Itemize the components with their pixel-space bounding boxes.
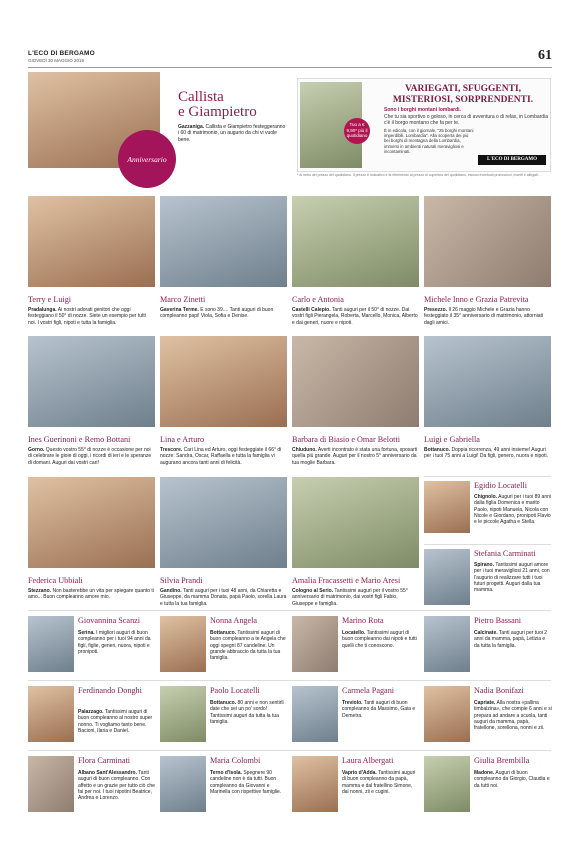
divider [28,750,551,751]
name-lina-arturo: Lina e Arturo [160,435,205,444]
page-number: 61 [538,48,552,63]
text-federica: Stezzano. Non basterebbe un vita per spiegare quanto ti amo... Buon compleanno amore mio. [28,588,154,601]
name-ines-remo: Ines Guerinoni e Remo Bottani [28,435,131,444]
name-pietro-bassani: Pietro Bassani [474,616,522,625]
name-nadia: Nadia Bonifazi [474,686,524,695]
text-nonna-angela: Bottanuco. Tantissimi auguri di buon compleanno a te Angela che oggi spegni 87 candeline. Un grande abbraccio da tutta la tua famiglia. [210,630,286,662]
photo-egidio [424,481,470,533]
text-paolo-locatelli: Bottanuco. 80 anni e non sentirli date che sei un po' sordo! Tantissimi auguri da tutta la tua famiglia. [210,700,284,725]
hero-text: Gazzaniga. Callista e Giampietro festeggeranno i 60 di matrimonio, un augurio da chi vi vuole bene. [178,124,286,143]
anniversary-badge: Anniversario [118,130,176,188]
name-paolo-locatelli: Paolo Locatelli [210,686,260,695]
photo-carlo-antonia [292,196,419,287]
text-maria-colombi: Terno d'Isola. Spegnere 90 candeline non è da tutti. Buon compleanno da Giovanni e Marinella con rispettive famiglie. [210,770,282,795]
text-ines-remo: Gorno. Questo vostro 55° di nozze è occasione per noi di celebrare le gioie di oggi, i ricordi di ieri e le speranze di domani. Auguri dai vostri cari! [28,447,152,466]
photo-ferdinando [28,686,74,742]
photo-lina-arturo [160,336,287,427]
photo-barbara-omar [292,336,419,427]
ad-logo: L'ECO DI BERGAMO [478,155,546,165]
photo-federica [28,477,155,568]
masthead: L'ECO DI BERGAMO [28,50,95,57]
hero-title-2: e Giampietro [178,104,257,120]
name-federica: Federica Ubbiali [28,576,83,585]
ad-body: È in edicola, con il giornale, "25 borghi montani imperdibili. Lombardia". Alla scoperta dei più bei borghi di montagna della Lombardia, immersi in ambienti naturali meravigliosi e incontaminati. [384,128,474,154]
photo-luigi-gabriella [424,336,551,427]
name-carlo-antonia: Carlo e Antonia [292,295,344,304]
divider [28,680,551,681]
photo-laura [292,756,338,812]
text-ferdinando: Palazzago. Tantissimi auguri di buon compleanno al nostro super nonno. Ti vogliamo tanto bene. Bacioni, Ilaria e Daniel. [78,709,153,734]
photo-nadia [424,686,470,742]
photo-flora [28,756,74,812]
photo-marino-rota [292,616,338,672]
text-stefania: Spirano. Tantissimi auguri amore per i tuoi meravigliosi 21 anni, con l'augurio di realizzare tutti i tuoi futuri progetti. Auguri dalla tua mamma. [474,562,550,594]
name-ferdinando: Ferdinando Donghi [78,686,142,695]
text-marino-rota: Locatello. Tantissimi auguri di buon compleanno dai nipoti e tutti quelli che ti conoscono. [342,630,417,649]
text-michele-grazia: Presezzo. Il 26 maggio Michele e Grazia hanno festeggiato il 35° anniversario di matrimonio, attorniati dagli amici. [424,307,544,326]
name-maria-colombi: Maria Colombi [210,756,261,765]
ad-price-tag: Tuo a € 9,90* più il quotidiano [344,118,370,144]
name-giovannina: Giovannina Scanzi [78,616,141,625]
name-michele-grazia: Michele Inno e Grazia Patrevita [424,295,529,304]
divider [424,544,551,545]
photo-stefania [424,549,470,605]
ad-title-2: MISTERIOSI, SORPRENDENTI. [392,95,534,105]
photo-giovannina [28,616,74,672]
photo-carmela [292,686,338,742]
photo-paolo-locatelli [160,686,206,742]
photo-amalia-mario [292,477,419,568]
photo-maria-colombi [160,756,206,812]
photo-ines-remo [28,336,155,427]
text-lina-arturo: Trescore. Cari Lina ed Arturo, oggi festeggiate il 66° di nozze: Sandra, Oscar, Raffaella e tutta la famiglia vi augurano ancora tanti anni di felicità. [160,447,282,466]
text-laura: Vaprio d'Adda. Tantissimi auguri di buon compleanno da papà, mamma e dal fratellino Simone, dai nonni, zii e cugini. [342,770,416,795]
text-carlo-antonia: Castelli Calepio. Tanti auguri per il 50° di nozze. Dai vostri figli Pierangela, Roberta, Marcello, Monica, Alberto e dai generi, nuore e nipoti. [292,307,418,326]
name-laura: Laura Albergati [342,756,394,765]
hero-title-1: Callista [178,89,224,105]
name-amalia-mario: Amalia Fracassetti e Mario Aresi [292,576,401,585]
header-rule [28,67,552,68]
photo-michele-grazia [424,196,551,287]
ad-fineprint: * Al netto del prezzo del quotidiano. Il prezzo è indicativo e fa riferimento al prezzo di copertina del quotidiano, esclusi eventuali promozioni, inserti e allegati. [297,173,539,177]
name-silvia: Silvia Prandi [160,576,203,585]
photo-silvia [160,477,287,568]
text-silvia: Gandino. Tanti auguri per i tuoi 48 anni, da Chiaretta e Giuseppe, da mamma Donata, papà Paolo, sorella Laura e tutta la tua famiglia. [160,588,287,607]
text-luigi-gabriella: Bottanuco. Doppia ricorrenza, 49 anni insieme! Auguri per i tuoi 75 anni a Luigi! Da figli, genero, nuora e nipoti. [424,447,548,460]
name-marco-zinetti: Marco Zinetti [160,295,206,304]
name-marino-rota: Marino Rota [342,616,384,625]
name-nonna-angela: Nonna Angela [210,616,258,625]
issue-date: GIOVEDÌ 30 MAGGIO 2019 [28,58,85,63]
name-terry-luigi: Terry e Luigi [28,295,72,304]
text-barbara-omar: Chiuduno. Averti incontrato è stata una fortuna, sposarti quella più grande. Auguri per il nostro 5° anniversario da tua moglie Barbara. [292,447,418,466]
photo-marco-zinetti [160,196,287,287]
photo-terry-luigi [28,196,155,287]
text-carmela: Treviolo. Tanti auguri di buon compleanno da Massimo, Gaia e Demetra. [342,700,416,719]
photo-nonna-angela [160,616,206,672]
text-amalia-mario: Cologno al Serio. Tantissimi auguri per il vostro 55° anniversario di matrimonio, dai vostri figli Fabio, Giuseppe e famiglia. [292,588,408,607]
name-giulia: Giulia Brembilla [474,756,530,765]
text-pietro-bassani: Calcinate. Tanti auguri per tuoi 2 anni da mamma, papà, Letizia e da tutta la famiglia. [474,630,548,649]
text-nadia: Capriate. Alla nostra «pallina timbalzina», che compie 6 anni e si prepara ad andare a scuola, tanti auguri da mamma, papà, fratellone, sorellona, nonni e zii. [474,700,552,732]
photo-giulia [424,756,470,812]
name-stefania: Stefania Carminati [474,549,536,558]
photo-pietro-bassani [424,616,470,672]
text-egidio: Chignolo. Auguri per i tuoi 89 anni dalla figlia Domenica e marito Paolo, nipoti Manuela, Nicola con Nicole e Giordano, pronipoti Flavio e le piccole Agatha e Stella. [474,494,551,526]
ad-title-1: VARIEGATI, SFUGGENTI, [404,84,522,94]
name-carmela: Carmela Pagani [342,686,395,695]
name-flora: Flora Carminati [78,756,131,765]
divider [424,476,551,477]
name-luigi-gabriella: Luigi e Gabriella [424,435,480,444]
divider [28,610,551,611]
text-giulia: Madone. Auguri di buon compleanno da Giorgio, Claudia e da tutti noi. [474,770,550,789]
name-egidio: Egidio Locatelli [474,481,527,490]
ad-subtitle-2: Che tu sia sportivo o goloso, in cerca di avventura o di relax, in Lombardia c'è il borgo montano che fa per te. [384,114,548,126]
name-barbara-omar: Barbara di Biasio e Omar Belotti [292,435,401,444]
text-giovannina: Serina. I migliori auguri di buon compleanno per i tuoi 94 anni da figli, figlie, generi, nuora, nipoti e pronipoti. [78,630,151,655]
text-flora: Albano Sant'Alessandro. Tanti auguri di buon compleanno. Con affetto e un grazie per tutto ciò che fai per noi. I tuoi nipotini Beatrice, Andrea e Lorenzo. [78,770,155,802]
ad-subtitle-1: Sono i borghi montani lombardi. [384,107,461,113]
text-marco-zinetti: Gaverina Terme. E sono 39.... Tanti auguri di buon compleanno papi! Viola, Sofia e Denise. [160,307,274,320]
text-terry-luigi: Pradalunga. Ai nostri adorati genitori che oggi festeggiano il 50° di nozze. Siete un esempio per tutti noi. I vostri figli, nipoti e tutta la famiglia. [28,307,146,326]
